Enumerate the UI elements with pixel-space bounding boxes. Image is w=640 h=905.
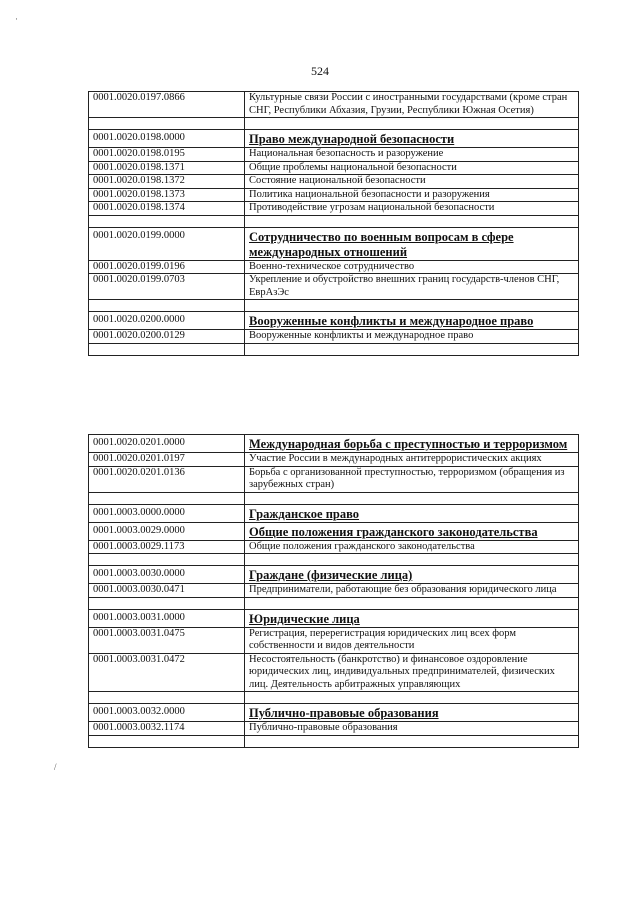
classifier-code: 0001.0020.0199.0196: [89, 260, 245, 274]
section-heading-row: [89, 227, 579, 260]
classifier-code: 0001.0020.0201.0136: [89, 466, 245, 492]
classifier-code: 0001.0003.0031.0475: [89, 627, 245, 653]
table-row: [89, 453, 579, 467]
section-heading-row: [89, 504, 579, 522]
item-title: [245, 735, 579, 747]
classifier-code: [89, 692, 245, 704]
table-row: [89, 188, 579, 202]
item-title: [245, 492, 579, 504]
spacer-row: [89, 118, 579, 130]
classifier-code: [89, 735, 245, 747]
table-row: [89, 540, 579, 554]
page-number: 524: [311, 64, 329, 78]
item-title: Укрепление и обустройство внешних границ государств-членов СНГ, ЕврАзЭс: [245, 274, 579, 300]
classifier-code: 0001.0020.0200.0000: [89, 312, 245, 330]
classifier-table-2-body: [89, 435, 579, 748]
item-title: Регистрация, перерегистрация юридических лиц всех форм собственности и видов деятельности: [245, 627, 579, 653]
item-title: Общие проблемы национальной безопасности: [245, 161, 579, 175]
table-row: [89, 92, 579, 118]
classifier-table-1-body: [89, 92, 579, 356]
item-title: Состояние национальной безопасности: [245, 175, 579, 189]
classifier-code: 0001.0003.0029.1173: [89, 540, 245, 554]
section-title: Публично-правовые образования: [245, 704, 579, 722]
classifier-code: [89, 118, 245, 130]
section-title: Вооруженные конфликты и международное право: [245, 312, 579, 330]
classifier-code: 0001.0003.0032.0000: [89, 704, 245, 722]
table-row: [89, 260, 579, 274]
spacer-row: [89, 597, 579, 609]
section-heading-row: [89, 609, 579, 627]
classifier-code: 0001.0020.0198.1371: [89, 161, 245, 175]
item-title: Политика национальной безопасности и разоружения: [245, 188, 579, 202]
classifier-code: [89, 492, 245, 504]
spacer-row: [89, 343, 579, 355]
spacer-row: [89, 215, 579, 227]
classifier-code: 0001.0003.0000.0000: [89, 504, 245, 522]
table-row: [89, 148, 579, 162]
classifier-code: 0001.0020.0198.0000: [89, 130, 245, 148]
classifier-code: 0001.0020.0198.1373: [89, 188, 245, 202]
classifier-table-2: [88, 434, 579, 748]
classifier-code: 0001.0003.0029.0000: [89, 522, 245, 540]
item-title: [245, 692, 579, 704]
table-row: [89, 722, 579, 736]
section-heading-row: [89, 522, 579, 540]
classifier-code: 0001.0003.0031.0000: [89, 609, 245, 627]
classifier-code: 0001.0020.0200.0129: [89, 330, 245, 344]
section-heading-row: [89, 704, 579, 722]
spacer-row: [89, 492, 579, 504]
classifier-code: 0001.0020.0199.0000: [89, 227, 245, 260]
classifier-code: [89, 215, 245, 227]
item-title: [245, 597, 579, 609]
item-title: [245, 554, 579, 566]
classifier-code: 0001.0020.0201.0000: [89, 435, 245, 453]
section-title: Право международной безопасности: [245, 130, 579, 148]
classifier-code: 0001.0020.0198.1372: [89, 175, 245, 189]
item-title: [245, 343, 579, 355]
table-row: [89, 330, 579, 344]
classifier-code: [89, 554, 245, 566]
table-row: [89, 466, 579, 492]
classifier-code: 0001.0003.0030.0471: [89, 584, 245, 598]
section-heading-row: [89, 435, 579, 453]
spacer-row: [89, 554, 579, 566]
section-title: Граждане (физические лица): [245, 566, 579, 584]
classifier-code: [89, 343, 245, 355]
margin-stroke: /: [54, 762, 57, 772]
table-row: [89, 627, 579, 653]
classifier-code: 0001.0020.0199.0703: [89, 274, 245, 300]
item-title: Публично-правовые образования: [245, 722, 579, 736]
classifier-code: 0001.0020.0197.0866: [89, 92, 245, 118]
section-title: Международная борьба с преступностью и терроризмом: [245, 435, 579, 453]
table-row: [89, 653, 579, 692]
table-row: [89, 274, 579, 300]
classifier-code: 0001.0003.0030.0000: [89, 566, 245, 584]
section-heading-row: [89, 566, 579, 584]
classifier-code: 0001.0020.0198.0195: [89, 148, 245, 162]
section-title: Общие положения гражданского законодательства: [245, 522, 579, 540]
classifier-code: 0001.0003.0032.1174: [89, 722, 245, 736]
classifier-code: [89, 300, 245, 312]
spacer-row: [89, 300, 579, 312]
table-row: [89, 175, 579, 189]
item-title: Военно-техническое сотрудничество: [245, 260, 579, 274]
spacer-row: [89, 692, 579, 704]
item-title: Предприниматели, работающие без образования юридического лица: [245, 584, 579, 598]
classifier-code: [89, 597, 245, 609]
spacer-row: [89, 735, 579, 747]
classifier-code: 0001.0020.0201.0197: [89, 453, 245, 467]
classifier-table-1: [88, 91, 579, 356]
item-title: Борьба с организованной преступностью, терроризмом (обращения из зарубежных стран): [245, 466, 579, 492]
section-heading-row: [89, 130, 579, 148]
margin-dot: ·: [15, 14, 18, 24]
section-title: Сотрудничество по военным вопросам в сфере международных отношений: [245, 227, 579, 260]
table-row: [89, 202, 579, 216]
item-title: Противодействие угрозам национальной безопасности: [245, 202, 579, 216]
table-row: [89, 161, 579, 175]
item-title: [245, 300, 579, 312]
item-title: Общие положения гражданского законодательства: [245, 540, 579, 554]
classifier-code: 0001.0020.0198.1374: [89, 202, 245, 216]
item-title: Вооруженные конфликты и международное право: [245, 330, 579, 344]
item-title: Несостоятельность (банкротство) и финансовое оздоровление юридических лиц, индивидуальных предпринимателей, физических лиц. Деятельность арбитражных управляющих: [245, 653, 579, 692]
section-heading-row: [89, 312, 579, 330]
table-row: [89, 584, 579, 598]
classifier-code: 0001.0003.0031.0472: [89, 653, 245, 692]
item-title: Национальная безопасность и разоружение: [245, 148, 579, 162]
item-title: [245, 118, 579, 130]
section-title: Гражданское право: [245, 504, 579, 522]
section-title: Юридические лица: [245, 609, 579, 627]
item-title: Культурные связи России с иностранными государствами (кроме стран СНГ, Республики Абхазия, Грузии, Республики Южная Осетия): [245, 92, 579, 118]
item-title: [245, 215, 579, 227]
item-title: Участие России в международных антитеррористических акциях: [245, 453, 579, 467]
